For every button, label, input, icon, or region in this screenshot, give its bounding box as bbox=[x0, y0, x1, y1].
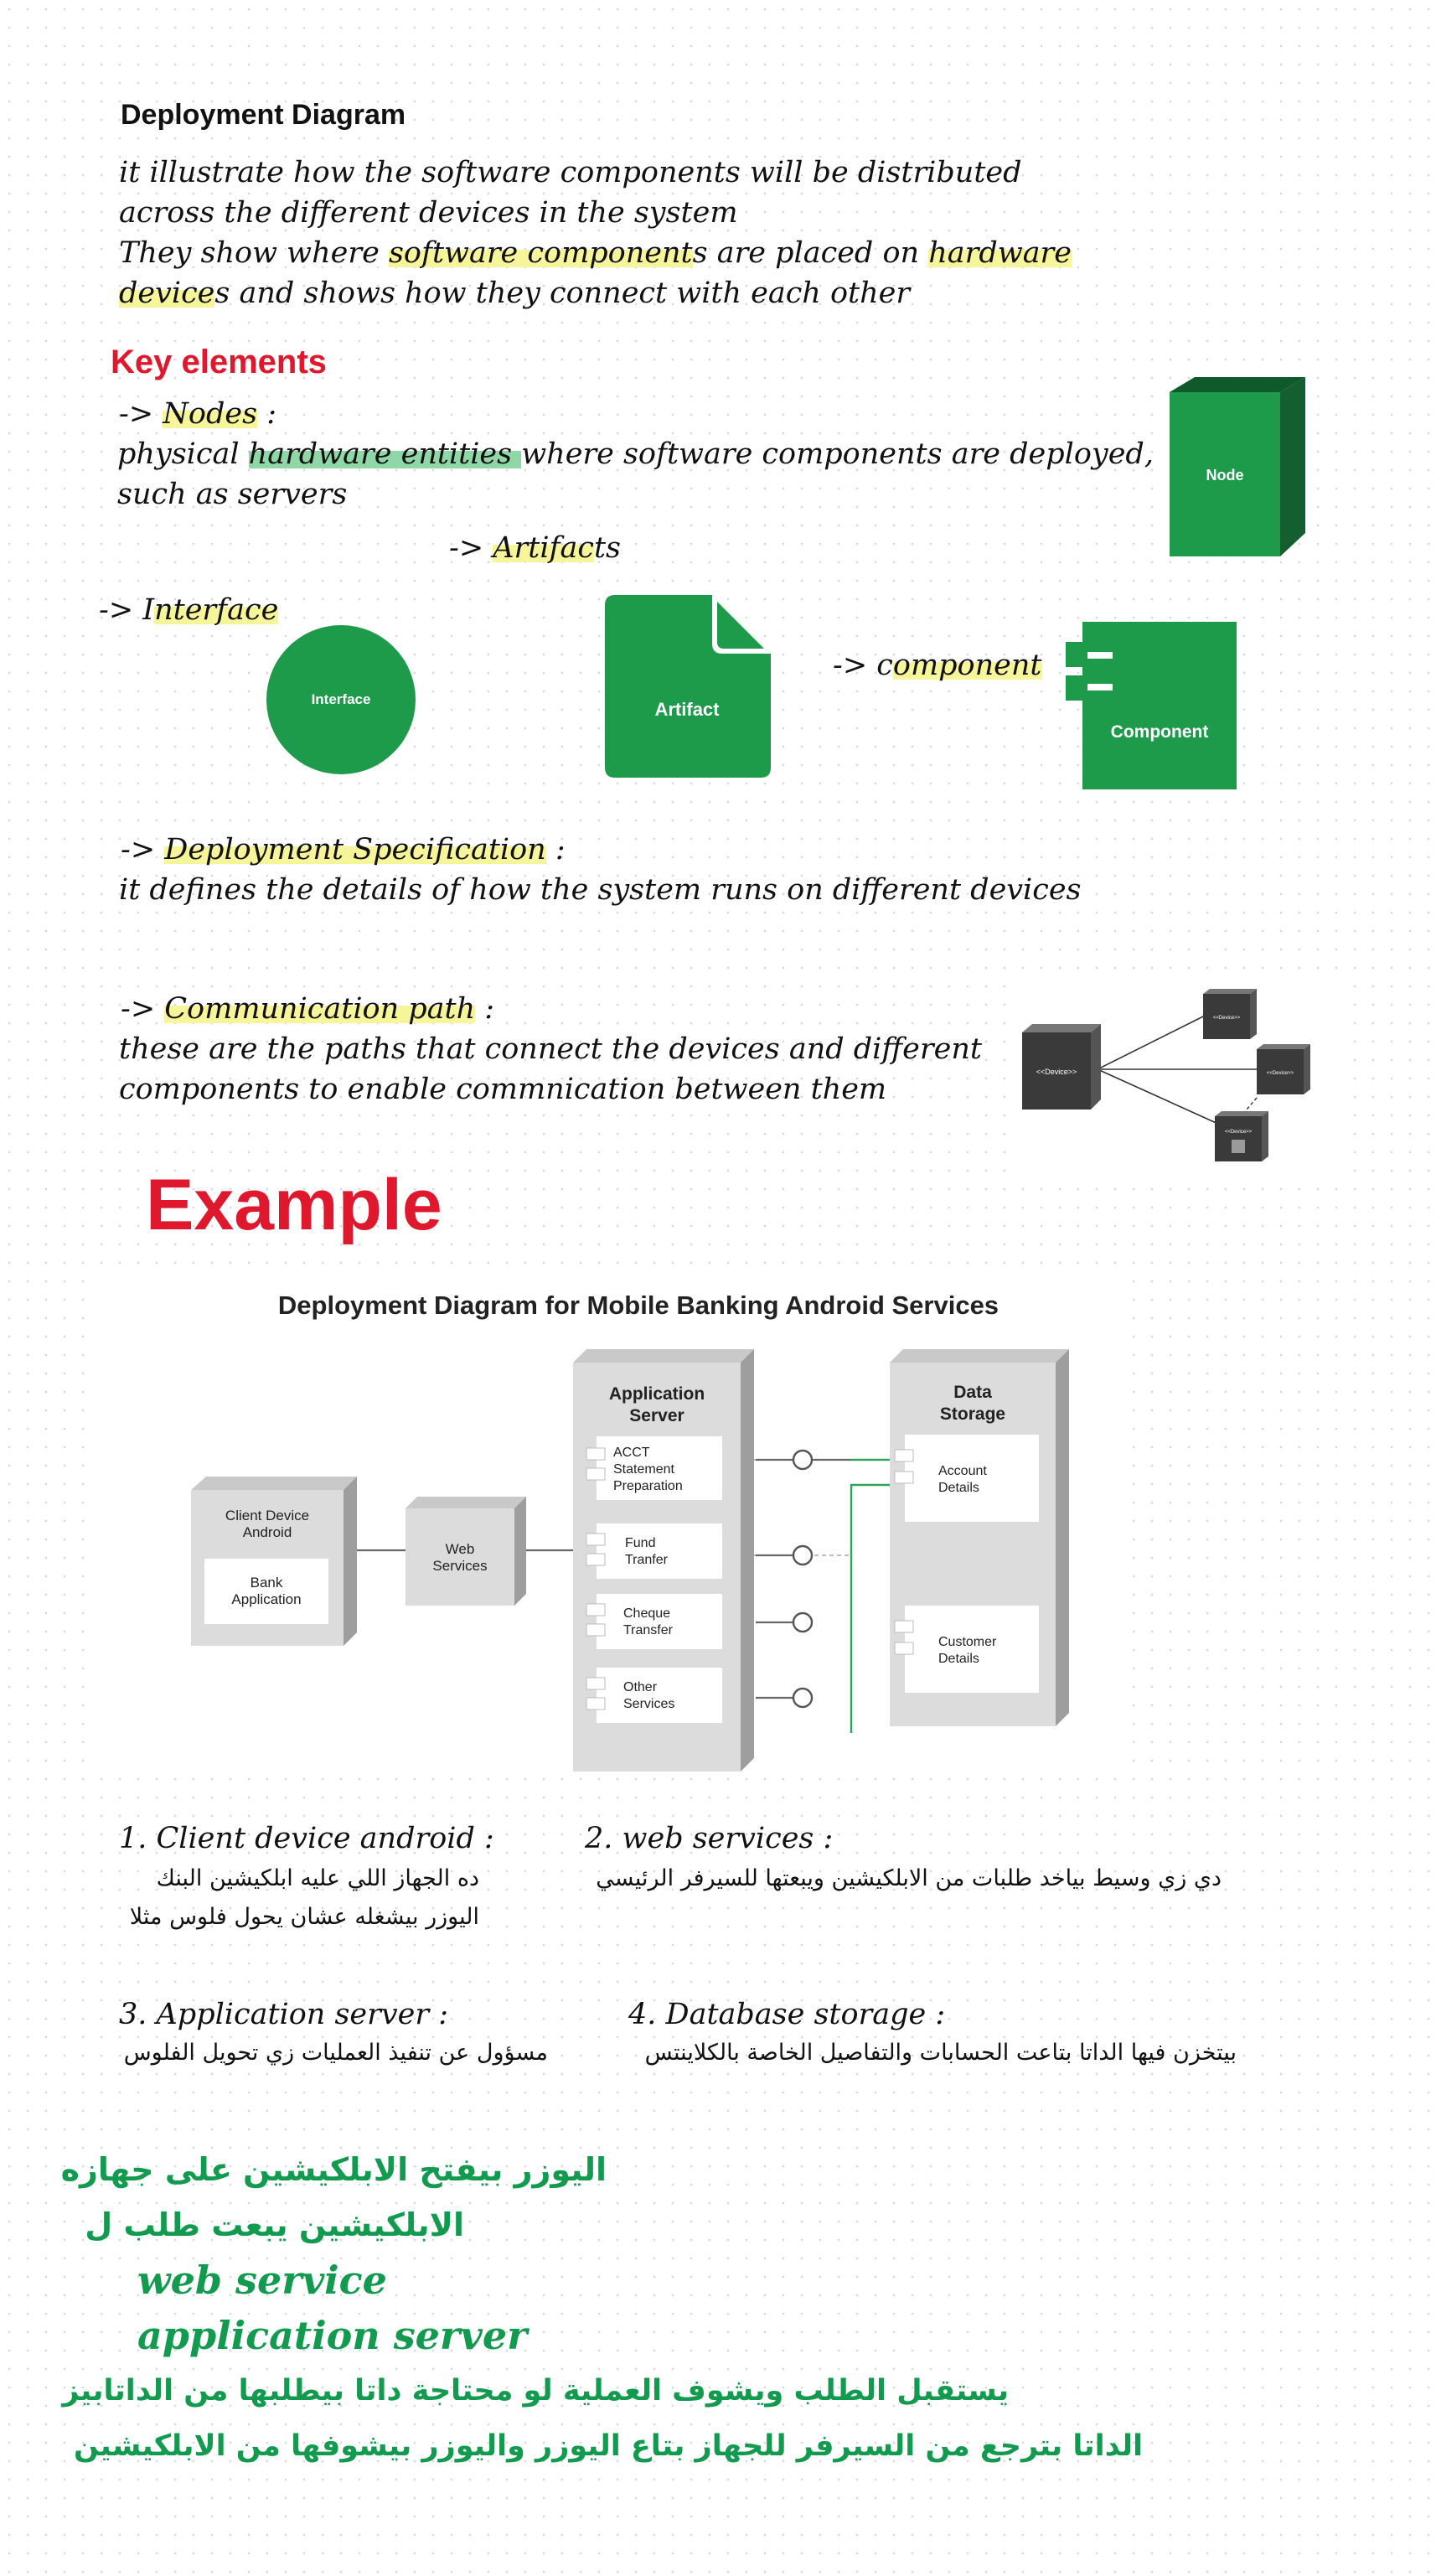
app-server-label-1: Application bbox=[608, 1384, 705, 1404]
app-server-label-2: Server bbox=[629, 1406, 684, 1425]
interface-icon-label: Interface bbox=[311, 691, 371, 707]
note-3-title: 3. Application server : bbox=[119, 1998, 448, 2031]
interface-label: nterface bbox=[154, 593, 279, 627]
bank-app-label-2: Application bbox=[231, 1591, 302, 1607]
note-1-line-2: اليوزر بيشغله عشان يحول فلوس مثلا bbox=[129, 1904, 479, 1930]
artifacts-label: Artifac bbox=[493, 531, 594, 565]
arrow: -> bbox=[449, 531, 493, 565]
app-item-text: Other bbox=[623, 1680, 658, 1694]
note-3-line-1: مسؤول عن تنفيذ العمليات زي تحويل الفلوس bbox=[123, 2040, 548, 2066]
example-title: Example bbox=[146, 1165, 442, 1245]
note-2-line-1: دي زي وسيط بياخد طلبات من الابلكيشين ويبعتها للسيرفر الرئيسي bbox=[596, 1865, 1222, 1891]
intro-line-1: it illustrate how the software components will be distributed bbox=[119, 156, 1022, 189]
storage-item-text: Details bbox=[938, 1481, 979, 1495]
storage-item-text: Customer bbox=[938, 1635, 997, 1649]
highlight-software-component: software component bbox=[388, 236, 693, 270]
interface-heading bbox=[99, 590, 278, 630]
colon: : bbox=[545, 833, 566, 866]
comm-path-diagram bbox=[1014, 980, 1349, 1178]
comm-path-desc-2: components to enable commnication between them bbox=[119, 1073, 887, 1106]
device-label: <<Device>> bbox=[1212, 1016, 1241, 1021]
flow-line-6: الداتا بترجع من السيرفر للجهاز بتاع اليوزر واليوزر بيشوفها من الابلكيشين bbox=[74, 2429, 1143, 2463]
app-item-text: Cheque bbox=[623, 1606, 671, 1621]
node-icon bbox=[1165, 375, 1309, 560]
device-label: <<Device>> bbox=[1266, 1071, 1294, 1076]
comm-path-desc-1: these are the paths that connect the devices and different bbox=[119, 1032, 982, 1066]
arrow: -> bbox=[119, 397, 163, 431]
key-elements-title: Key elements bbox=[111, 344, 327, 380]
storage-item-text: Details bbox=[938, 1652, 979, 1666]
web-services-label-1: Web bbox=[445, 1541, 475, 1557]
app-item-fund bbox=[586, 1523, 722, 1579]
arrow: -> bbox=[121, 833, 165, 866]
artifact-icon bbox=[605, 595, 772, 778]
highlight-device: device bbox=[119, 277, 215, 310]
data-storage-label-2: Storage bbox=[939, 1404, 1006, 1424]
page-title: Deployment Diagram bbox=[121, 99, 406, 131]
comm-path-heading bbox=[121, 989, 494, 1029]
diagram-title: Deployment Diagram for Mobile Banking Android Services bbox=[277, 1291, 1000, 1320]
app-item-text: Services bbox=[623, 1697, 675, 1711]
highlight-hardware-entities: hardware entities bbox=[248, 437, 522, 471]
nodes-desc-2: such as servers bbox=[117, 478, 348, 511]
artifacts-heading bbox=[449, 528, 621, 568]
arrow: -> c bbox=[833, 649, 893, 682]
flow-line-2: الابلكيشين يبعت طلب ل bbox=[85, 2206, 464, 2243]
deployment-spec-desc: it defines the details of how the system runs on different devices bbox=[119, 873, 1082, 907]
component-icon-label: Component bbox=[1110, 722, 1209, 742]
intro-line-2: across the different devices in the system bbox=[119, 196, 738, 230]
deployment-spec-label: Deployment Specification bbox=[164, 833, 546, 866]
flow-line-1: اليوزر بيفتح الابلكيشين على جهازه bbox=[60, 2151, 607, 2188]
colon: : bbox=[475, 992, 495, 1026]
component-heading bbox=[833, 645, 1042, 685]
nodes-label: Nodes bbox=[163, 397, 258, 431]
flow-line-4: application server bbox=[137, 2313, 528, 2358]
app-item-text: Transfer bbox=[623, 1623, 673, 1637]
deployment-spec-heading bbox=[121, 830, 566, 870]
arrow: -> bbox=[121, 992, 165, 1026]
note-2-title: 2. web services : bbox=[585, 1822, 834, 1855]
client-device-label-1: Client Device bbox=[225, 1508, 310, 1523]
app-item-acct bbox=[586, 1436, 722, 1500]
intro-text: s are placed on bbox=[692, 236, 929, 270]
app-item-text: Preparation bbox=[613, 1479, 683, 1493]
client-device-label-2: Android bbox=[242, 1524, 292, 1540]
device-label: <<Device>> bbox=[1036, 1068, 1077, 1076]
intro-line-3 bbox=[119, 233, 1072, 273]
device-label: <<Device>> bbox=[1224, 1130, 1253, 1135]
flow-line-3: web service bbox=[137, 2258, 387, 2303]
nodes-heading bbox=[119, 394, 276, 434]
storage-item-customer bbox=[895, 1606, 1039, 1693]
arrow: -> I bbox=[99, 593, 155, 627]
comm-path-label: Communication path bbox=[164, 992, 476, 1026]
app-item-text: Statement bbox=[613, 1462, 674, 1477]
app-item-other bbox=[586, 1668, 722, 1723]
component-icon bbox=[1066, 622, 1237, 789]
intro-text: s and shows how they connect with each other bbox=[214, 277, 911, 310]
colon: : bbox=[257, 397, 276, 431]
app-item-cheque bbox=[586, 1594, 722, 1649]
nodes-desc-1 bbox=[117, 434, 1154, 474]
storage-item-account bbox=[895, 1435, 1039, 1522]
data-storage-label-1: Data bbox=[953, 1383, 992, 1402]
intro-line-4 bbox=[119, 273, 910, 313]
app-item-text: Tranfer bbox=[625, 1553, 668, 1567]
app-item-text: ACCT bbox=[613, 1446, 650, 1460]
artifacts-label-end: ts bbox=[593, 531, 622, 565]
node-icon-label: Node bbox=[1206, 467, 1244, 484]
flow-line-5: يستقبل الطلب ويشوف العملية لو محتاجة داتا بيطلبها من الداتابيز bbox=[62, 2374, 1009, 2408]
intro-text: They show where bbox=[119, 236, 389, 270]
artifact-icon-label: Artifact bbox=[654, 699, 720, 720]
nodes-desc-text: where software components are deployed, bbox=[521, 437, 1154, 471]
bank-app-label-1: Bank bbox=[250, 1575, 283, 1591]
web-services-label-2: Services bbox=[432, 1558, 488, 1574]
highlight-hardware: hardware bbox=[928, 236, 1072, 270]
component-label: omponent bbox=[892, 649, 1042, 682]
note-1-title: 1. Client device android : bbox=[119, 1822, 494, 1855]
interface-icon bbox=[266, 625, 416, 774]
app-item-text: Fund bbox=[625, 1536, 656, 1550]
storage-item-text: Account bbox=[938, 1464, 987, 1478]
note-4-title: 4. Database storage : bbox=[628, 1998, 946, 2031]
nodes-desc-text: physical bbox=[117, 437, 249, 471]
banking-deployment-diagram bbox=[97, 1270, 1133, 1772]
note-4-line-1: بيتخزن فيها الداتا بتاعت الحسابات والتفاصيل الخاصة بالكلاينتس bbox=[644, 2040, 1237, 2066]
note-1-line-1: ده الجهاز اللي عليه ابلكيشين البنك bbox=[156, 1865, 479, 1891]
